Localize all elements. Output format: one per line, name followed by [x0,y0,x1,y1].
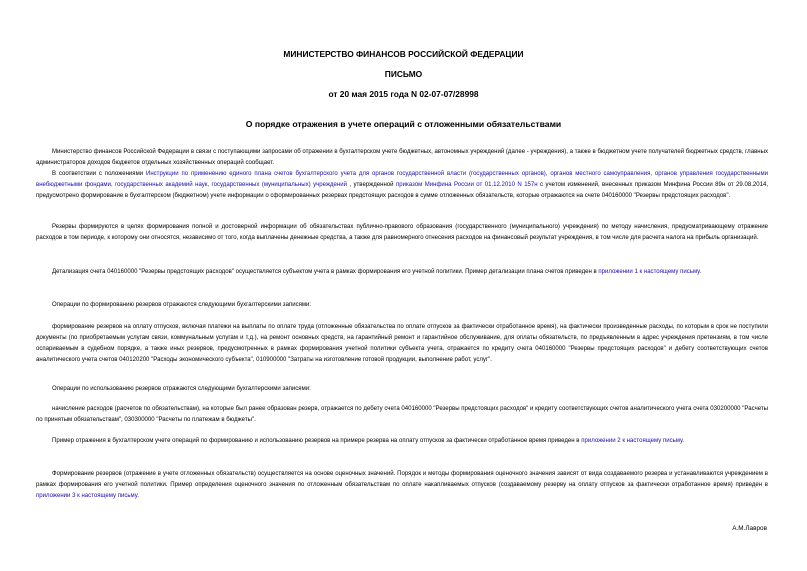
paragraph-6 [36,322,768,366]
paragraph-9 [36,436,768,447]
appendix-2-link[interactable]: приложении 2 к настоящему письму. [581,438,685,444]
paragraph-10-text: Формирование резервов (отражение в учете отложенных обязательств) осуществляется на основе оценочных значений. Порядок и методы формирования оценочного значения зависят от вида создаваемого резерва и устанавливаются учреждением в рамках формирования его учетной политики. Пример определения оценочного значения по отложенным обязательствам по оплате накапливаемых отпусков (создаваемому резерву на оплату отпусков за фактически отработанное время) приведен в [36,471,768,488]
paragraph-4 [36,267,768,278]
paragraph-6-text: формирование резервов на оплату отпусков, включая платежи на выплаты по оплате труда (отложенные обязательства по оплате отпусков за фактически отработанное время), на фактически произведенные расходы, по которым в срок не поступили документы (по приобретаемым услугам связи, коммунальным услугам и т.д.), на ремонт основных средств, на гарантийный ремонт и гарантийное обслуживание, для оплаты обязательств, по предъявленным в адрес учреждения претензиям, в том числе оспариваемым в судебном порядке, а также иных резервов, предусмотренных в рамках формирования учетной политики субъекта учета, отражается по кредиту счета 040160000 "Резервы предстоящих расходов" и дебету соответствующих счетов аналитического учета счетов 040120200 "Расходы экономического субъекта", 010900000 "Затраты на изготовление готовой продукции, выполнение работ, услуг". [36,324,768,363]
paragraph-4-text: Детализация счета 040160000 "Резервы предстоящих расходов" осуществляется субъектом учета в рамках формирования его учетной политики. Пример детализации плана счетов приведен в [52,269,599,275]
paragraph-3-text: Резервы формируются в целях формирования полной и достоверной информации об обязательствах публично-правового образования (государственного (муниципального) учреждения) по методу начисления, предусматривающему отражение расходов в том периоде, к которому они относятся, независимо от того, когда выплачены денежные средства, а также для равномерного отнесения расходов на финансовый результат учреждения, в том числе для расчета налога на прибыль организаций. [36,224,768,241]
paragraph-3 [36,222,768,244]
paragraph-2-text-a: В соответствии с положениями [52,171,146,177]
subject-heading: О порядке отражения в учете операций с отложенными обязательствами [245,119,562,129]
paragraph-9-text: Пример отражения в бухгалтерском учете операций по формированию и использованию резервов на примере резерва на оплату отпусков за фактически отработанное время приведен в [52,438,582,444]
appendix-1-link[interactable]: приложении 1 к настоящему письму. [598,269,702,275]
paragraph-1 [36,147,768,169]
instruction-link[interactable]: Инструкции по применению единого плана счетов бухгалтерского учета для органов государственной власти (государственных органов), органов местного самоуправления, органов управления государственными внебюджетными фондами, государственных академий наук, государственных (муниципальных) учреждений [36,171,768,188]
paragraph-2 [36,169,768,202]
paragraph-2-text-b: , утвержденной [346,182,396,188]
ministry-heading: МИНИСТЕРСТВО ФИНАНСОВ РОССИЙСКОЙ ФЕДЕРАЦИИ [283,49,524,59]
signature: А.М.Лавров [732,525,767,532]
paragraph-1-text: Министерство финансов Российской Федерации в связи с поступающими запросами об отражении в бухгалтерском учете бюджетных, автономных учреждений (далее - учреждения), а также в бюджетном учете получателей бюджетных средств, главных администраторов доходов бюджетов отдельных хозяйственных операций сообщает. [36,149,768,166]
order-157n-link[interactable]: приказом Минфина России от 01.12.2010 N 157н [395,182,538,188]
date-number-heading: от 20 мая 2015 года N 02-07-07/28998 [328,89,479,99]
paragraph-2-text-c: с учетом изменений, внесенных приказом Минфина России 89н от 29.08.2014, предусмотрено формирование в бухгалтерском (бюджетном) учете информации о сформированных резервах предстоящих расходов в сумме отложенных обязательств, которые отражаются на счете 040160000 "Резервы предстоящих расходов". [36,182,769,199]
paragraph-5 [36,300,768,311]
paragraph-5-text: Операции по формированию резервов отражаются следующими бухгалтерскими записями: [52,302,312,308]
paragraph-10 [36,469,768,502]
appendix-3-link[interactable]: приложении 3 к настоящему письму. [36,493,139,499]
paragraph-7-text: Операции по использованию резервов отражаются следующими бухгалтерскими записями: [52,386,311,392]
doc-type-heading: ПИСЬМО [384,69,423,79]
paragraph-7 [36,384,768,395]
paragraph-8-text: начисление расходов (расчетов по обязательствам), на которые был ранее образован резерв, отражается по дебету счета 040160000 "Резервы предстоящих расходов" и кредиту соответствующих счетов аналитического учета счета 030200000 "Расчеты по принятым обязательствам", 030300000 "Расчеты по платежам в бюджеты". [36,406,768,423]
paragraph-8 [36,404,768,426]
